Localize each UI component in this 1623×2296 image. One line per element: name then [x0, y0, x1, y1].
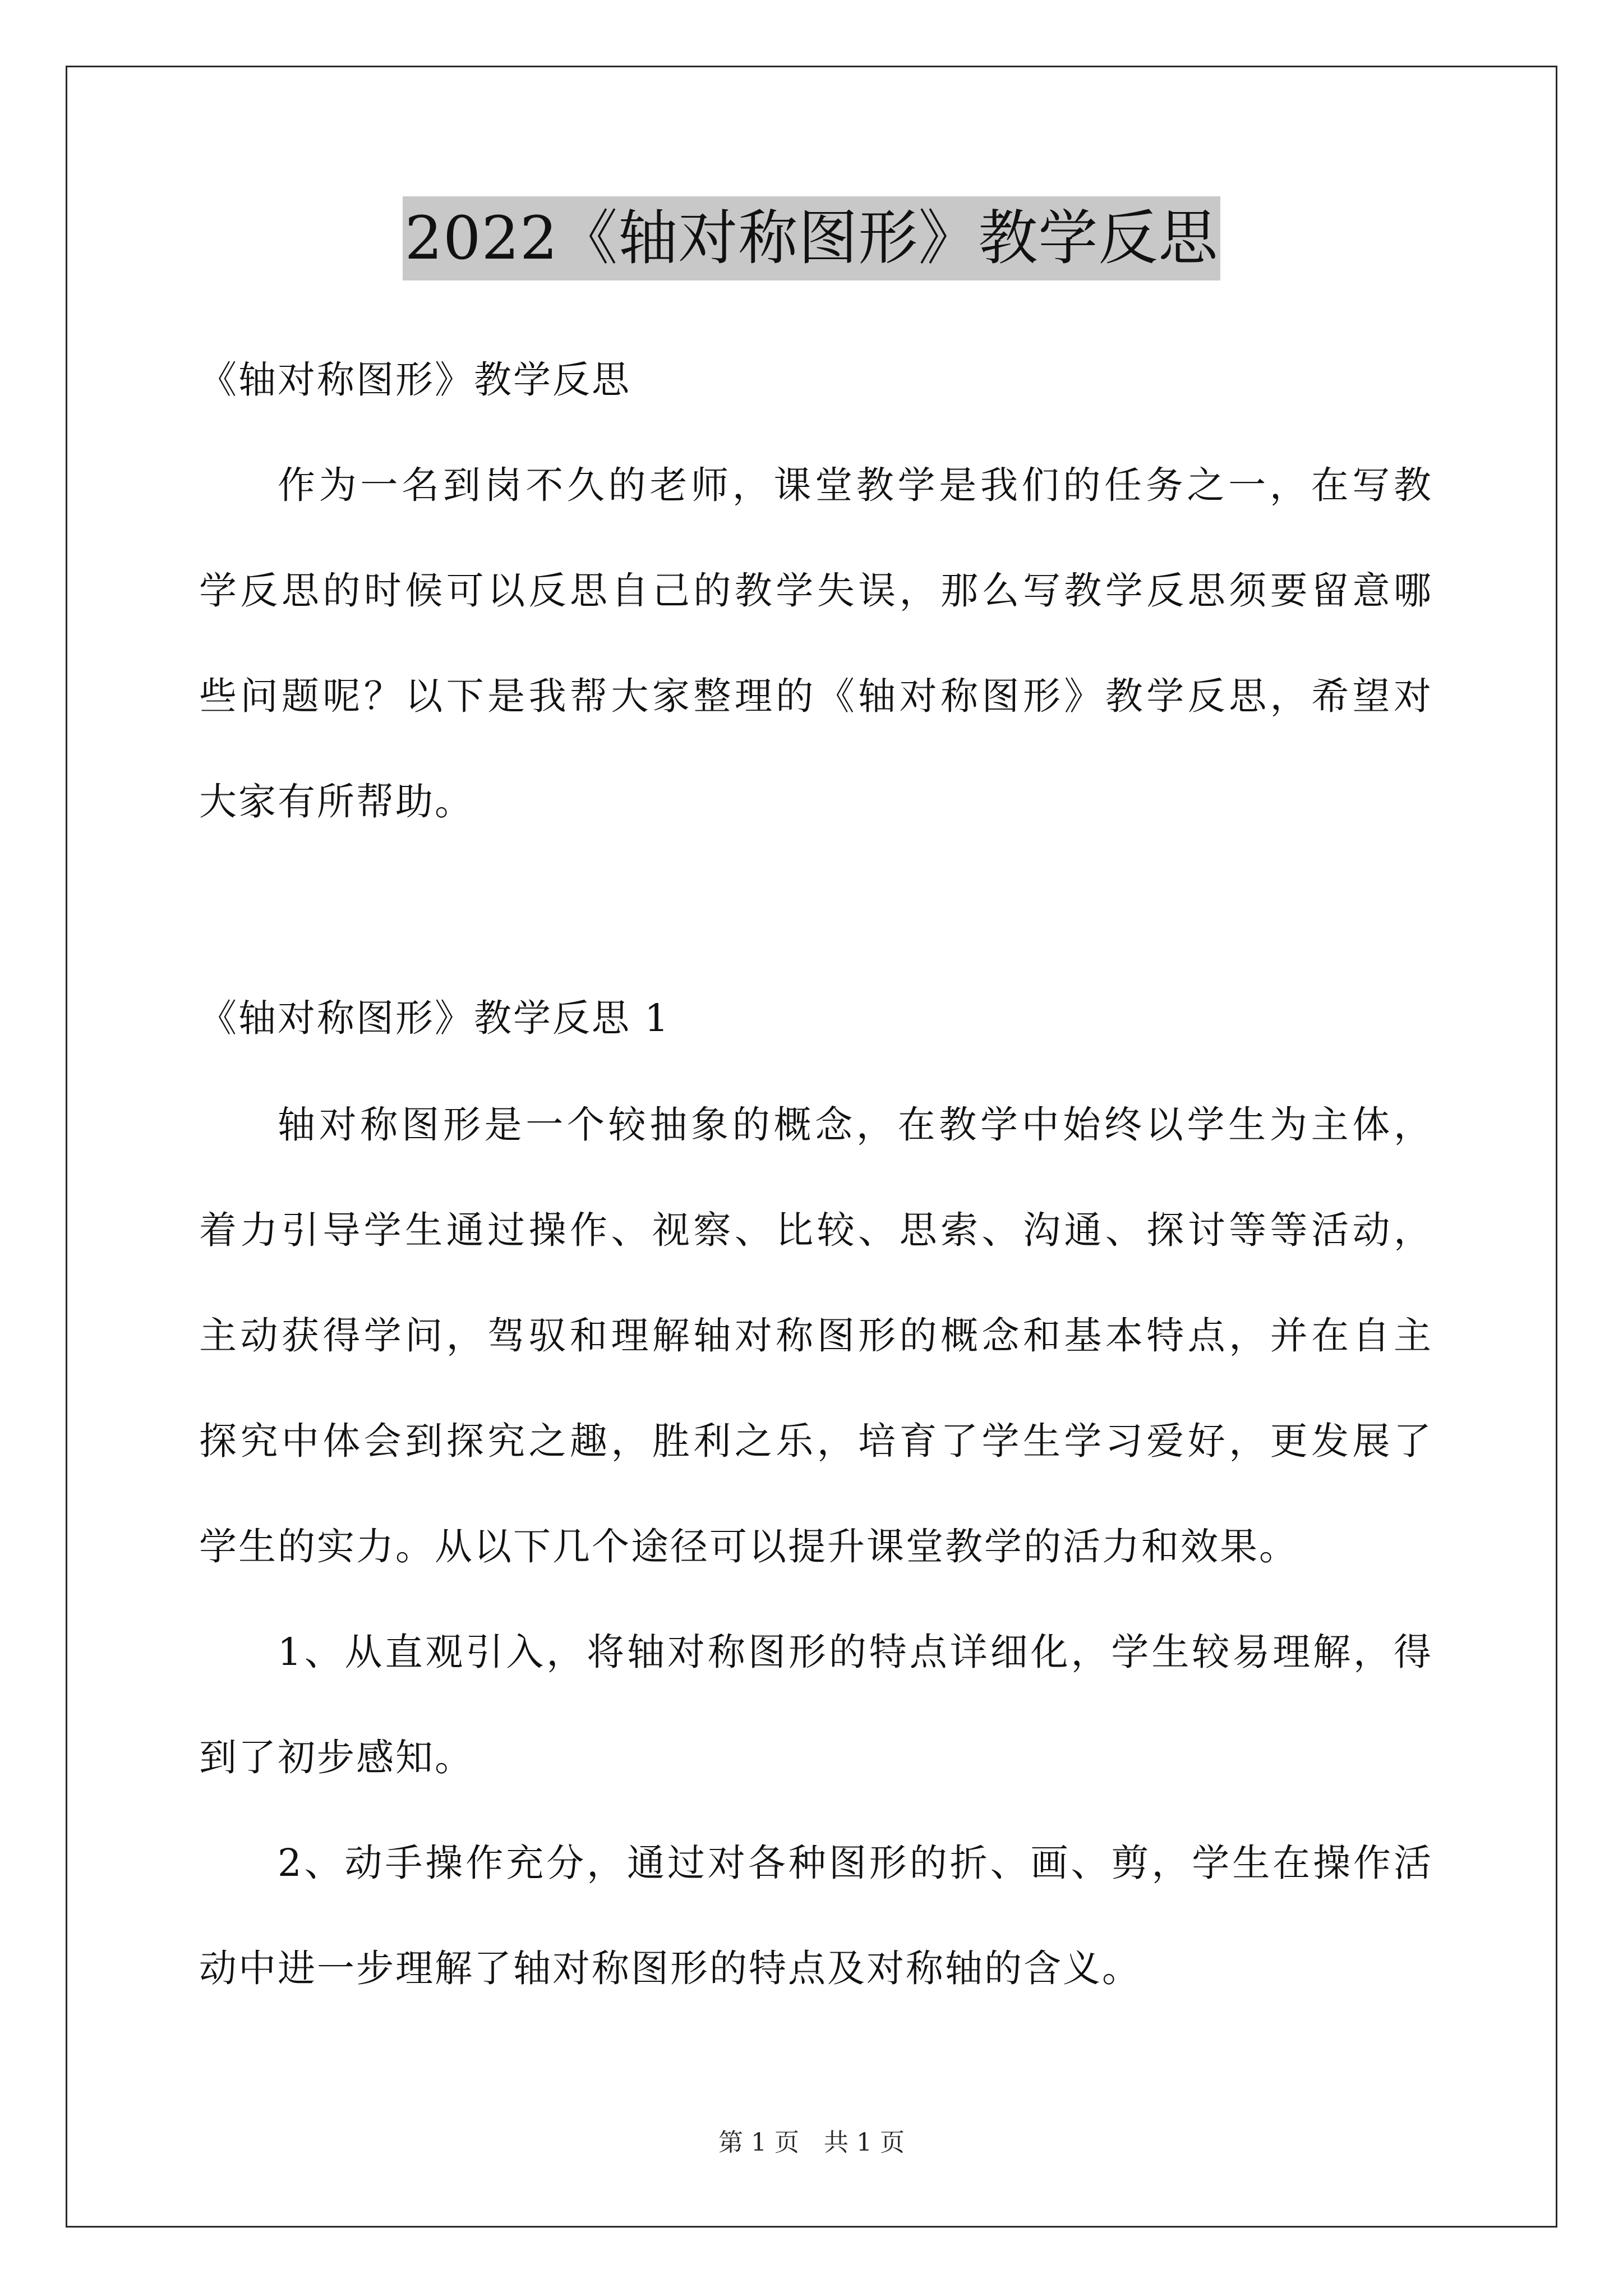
body-line-6: 1、从直观引入，将轴对称图形的特点详细化，学生较易理解，得: [278, 1630, 1433, 1674]
body-line-2: 着力引导学生通过操作、视察、比较、思索、沟通、探讨等等活动，: [199, 1208, 1433, 1252]
body-line-3: 主动获得学问，驾驭和理解轴对称图形的概念和基本特点，并在自主: [199, 1314, 1433, 1358]
body-line-4: 探究中体会到探究之趣，胜利之乐，培育了学生学习爱好，更发展了: [199, 1419, 1433, 1463]
intro-line-3: 些问题呢？以下是我帮大家整理的《轴对称图形》教学反思，希望对: [199, 674, 1433, 718]
page-footer: 第 1 页 共 1 页: [718, 2128, 905, 2157]
intro-line-4: 大家有所帮助。: [199, 780, 474, 823]
body-line-8: 2、动手操作充分，通过对各种图形的折、画、剪，学生在操作活: [278, 1841, 1433, 1885]
title-container: [0, 196, 1623, 280]
body-line-9: 动中进一步理解了轴对称图形的特点及对称轴的含义。: [199, 1947, 1141, 1990]
body-line-7: 到了初步感知。: [199, 1736, 474, 1779]
document-subtitle: 《轴对称图形》教学反思: [199, 358, 631, 402]
intro-line-2: 学反思的时候可以反思自己的教学失误，那么写教学反思须要留意哪: [199, 569, 1433, 613]
intro-line-1: 作为一名到岗不久的老师，课堂教学是我们的任务之一，在写教: [278, 463, 1433, 507]
body-line-1: 轴对称图形是一个较抽象的概念，在教学中始终以学生为主体，: [278, 1103, 1433, 1147]
body-line-5: 学生的实力。从以下几个途径可以提升课堂教学的活力和效果。: [199, 1525, 1298, 1568]
document-title: 2022《轴对称图形》教学反思: [403, 196, 1221, 280]
section-heading: 《轴对称图形》教学反思 1: [199, 996, 670, 1040]
